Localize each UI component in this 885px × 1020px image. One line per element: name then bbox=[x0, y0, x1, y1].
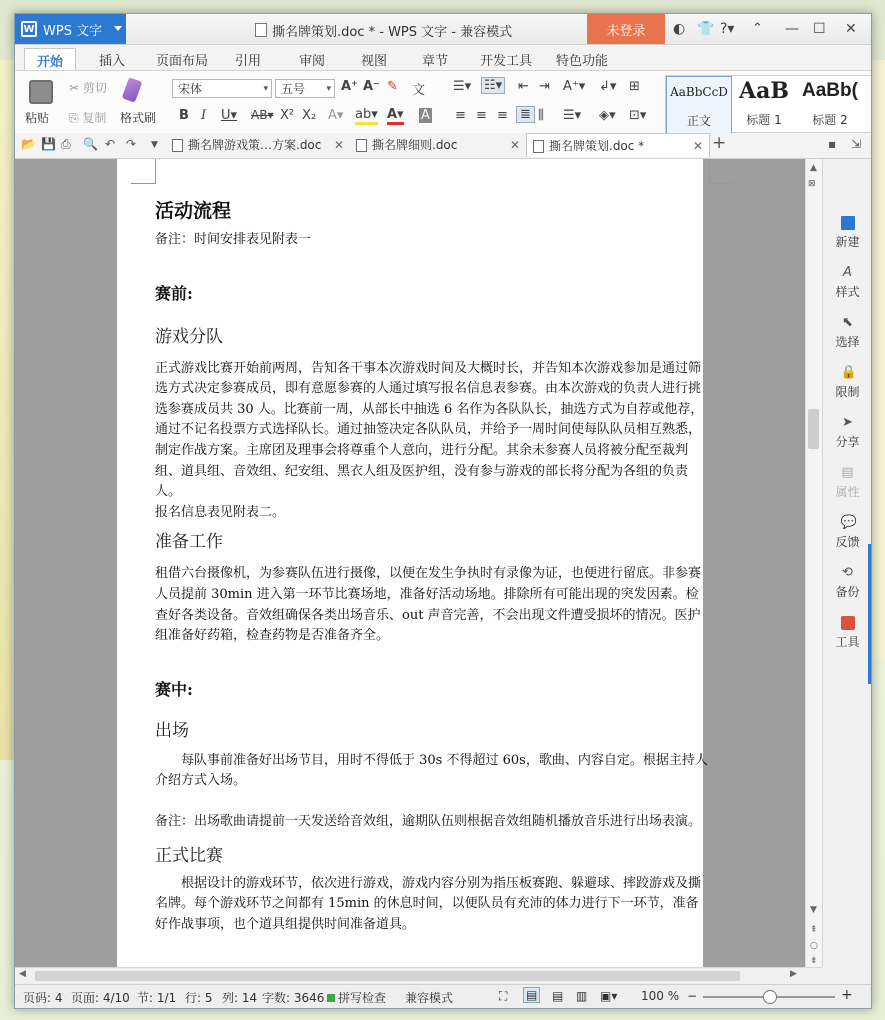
vertical-scroll-thumb[interactable] bbox=[808, 409, 819, 449]
tab-developer[interactable]: 开发工具 bbox=[480, 54, 533, 69]
close-tab-icon[interactable]: ✕ bbox=[509, 138, 520, 152]
align-left-icon[interactable]: ≡ bbox=[455, 108, 466, 123]
superscript-icon[interactable]: X² bbox=[280, 108, 295, 123]
side-backup-button[interactable]: ⟲ 备份 bbox=[835, 565, 860, 599]
underline-icon[interactable]: U▾ bbox=[221, 108, 238, 123]
decrease-indent-icon[interactable]: ⇤ bbox=[518, 79, 529, 94]
tab-features[interactable]: 特色功能 bbox=[556, 54, 609, 69]
italic-icon[interactable]: I bbox=[201, 108, 207, 123]
paragraph-signup-note: 报名信息表见附表二。 bbox=[155, 504, 286, 520]
phonetic-icon[interactable]: 文 bbox=[412, 83, 426, 98]
doc-tab-2[interactable]: 撕名牌细则.doc ✕ bbox=[350, 133, 526, 157]
side-new-button[interactable]: 新建 bbox=[823, 216, 872, 250]
next-page-icon[interactable]: ⇟ bbox=[810, 956, 818, 966]
document-tab-bar bbox=[15, 133, 871, 159]
view-outline-icon[interactable]: ▤ bbox=[552, 989, 564, 1003]
maximize-icon[interactable]: ☐ bbox=[813, 21, 826, 37]
cut-button[interactable]: ✂ 剪切 bbox=[69, 81, 107, 95]
status-column: 列: 14 bbox=[222, 991, 258, 1005]
page-corner-mark bbox=[131, 159, 156, 184]
close-tab-icon[interactable]: ✕ bbox=[692, 139, 703, 153]
window-title: 撕名牌策划.doc * - WPS 文字 - 兼容模式 bbox=[255, 21, 512, 40]
print-icon[interactable]: ⎙ bbox=[61, 137, 71, 151]
justify-icon[interactable]: ≣ bbox=[516, 106, 535, 123]
heading-activity-flow: 活动流程 bbox=[155, 200, 232, 222]
side-properties-button[interactable]: ▤ 属性 bbox=[835, 465, 860, 499]
tab-chapter[interactable]: 章节 bbox=[422, 54, 449, 69]
side-tools-button[interactable]: 工具 bbox=[823, 616, 872, 650]
note-entrance-music: 备注：出场歌曲请提前一天发送给音效组，逾期队伍则根据音效组随机播放音乐进行出场表演。 bbox=[155, 813, 702, 829]
spell-check-status-icon bbox=[327, 994, 335, 1002]
paste-button[interactable]: 粘贴 bbox=[25, 111, 50, 125]
subscript-icon[interactable]: X₂ bbox=[302, 108, 317, 123]
document-body bbox=[155, 197, 711, 935]
zoom-out-icon[interactable]: − bbox=[687, 989, 698, 1003]
scroll-left-icon[interactable]: ◀ bbox=[19, 969, 26, 979]
paragraph-team-division: 正式游戏比赛开始前两周，告知各干事本次游戏时间及大概时长，并告知本次游戏参加是通过筛选方式决定参赛成员，即有意愿参赛的人通过填写报名信息表参赛。由本次游戏的负责人进行挑选参赛成员共 30 人。比赛前一周，从部长中抽选 6 名作为各队队长，抽选方式为自荐或他荐，通过不记名投票方式选择队长。通过抽签决定各队队员，并给予一周时间使每队队员相互熟悉，制定作战方案。主席团及理事会将尊重个人意向，进行分配。其余未参赛人员将被分配至裁判组、道具组、音效组、纪安组、黑衣人组及医护组，没有参与游戏的部长将分配为各组的负责人。 bbox=[155, 360, 704, 500]
zoom-level[interactable]: 100 % bbox=[641, 989, 680, 1003]
ribbon-tabs bbox=[15, 45, 871, 70]
tab-insert[interactable]: 插入 bbox=[99, 54, 126, 69]
align-right-icon[interactable]: ≡ bbox=[497, 108, 508, 123]
table-icon[interactable]: ⊞ bbox=[629, 79, 640, 94]
tab-references[interactable]: 引用 bbox=[235, 54, 262, 69]
view-page-icon[interactable]: ▤ bbox=[523, 987, 540, 1003]
view-fullscreen-icon[interactable]: ⛶ bbox=[499, 989, 508, 1003]
close-icon[interactable]: ✕ bbox=[845, 21, 857, 37]
title-bar bbox=[15, 14, 871, 45]
new-tab-icon[interactable]: + bbox=[712, 133, 727, 153]
sidebar-collapse-handle[interactable] bbox=[868, 544, 872, 684]
app-name: WPS 文字 bbox=[43, 23, 103, 39]
bullet-list-icon[interactable]: ☰▾ bbox=[453, 79, 472, 94]
horizontal-scroll-thumb[interactable] bbox=[35, 971, 740, 981]
paragraph-preparation: 租借六台摄像机，为参赛队伍进行摄像，以便在发生争执时有录像为证，也便进行留底。非参赛人员提前 30min 进入第一环节比赛场地，准备好活动场地。排除所有可能出现的突发因素。检查好各类设备。音效组确保各类出场音乐、out 声音完善，不会出现文件遭受损坏的情况。医护组准备好药箱，检查药物是否准备齐全。 bbox=[155, 566, 702, 644]
style-heading-2[interactable]: AaBb( 标题 2 bbox=[802, 80, 858, 127]
toolbox-icon bbox=[841, 616, 855, 630]
styles-gallery bbox=[665, 75, 872, 133]
numbered-list-icon[interactable]: ☷▾ bbox=[481, 77, 505, 94]
select-cursor-icon: ⬉ bbox=[842, 315, 853, 330]
shading-icon[interactable]: ◈▾ bbox=[599, 108, 616, 123]
note-schedule: 备注：时间安排表见附表一 bbox=[155, 232, 312, 247]
zoom-in-icon[interactable]: + bbox=[841, 987, 853, 1003]
subheading-entrance: 出场 bbox=[155, 720, 189, 741]
side-restrict-button[interactable]: 🔒 限制 bbox=[835, 365, 860, 399]
distributed-icon[interactable]: ⫼ bbox=[538, 108, 544, 123]
scroll-right-icon[interactable]: ▶ bbox=[790, 969, 797, 979]
status-compat-mode: 兼容模式 bbox=[405, 991, 454, 1005]
style-heading-1[interactable]: AaB 标题 1 bbox=[739, 78, 789, 127]
restrict-icon: 🔒 bbox=[840, 365, 857, 380]
tab-page-layout[interactable]: 页面布局 bbox=[156, 54, 209, 69]
highlight-icon[interactable]: ab▾ bbox=[355, 108, 378, 125]
doc-tab-3[interactable]: 撕名牌策划.doc * ✕ bbox=[526, 133, 710, 157]
paste-icon[interactable] bbox=[29, 80, 53, 104]
new-document-icon bbox=[841, 216, 855, 230]
clear-format-icon[interactable]: ✎ bbox=[387, 79, 398, 94]
wps-writer-window bbox=[14, 13, 872, 1009]
doc-tab-1[interactable]: 撕名牌游戏策…方案.doc ✕ bbox=[166, 133, 350, 157]
section-before: 赛前: bbox=[155, 283, 193, 303]
strikethrough-icon[interactable]: AB▾ bbox=[251, 108, 274, 122]
paragraph-mark-icon[interactable]: ↲▾ bbox=[599, 79, 617, 94]
side-style-button[interactable]: A 样式 bbox=[835, 265, 860, 299]
tab-review[interactable]: 审阅 bbox=[299, 54, 326, 69]
open-icon[interactable]: 📂 bbox=[21, 137, 36, 151]
font-name-select[interactable]: 宋体 ▾ bbox=[172, 79, 272, 98]
tab-home[interactable]: 开始 bbox=[24, 48, 76, 73]
side-share-button[interactable]: ➤ 分享 bbox=[835, 415, 860, 449]
zoom-slider-handle[interactable] bbox=[763, 990, 777, 1004]
ribbon-home bbox=[15, 70, 871, 134]
horizontal-scrollbar[interactable] bbox=[15, 967, 822, 984]
tab-pin-icon[interactable]: ⇲ bbox=[851, 137, 862, 151]
style-icon: A bbox=[843, 265, 852, 280]
app-menu-dropdown-icon bbox=[114, 26, 122, 31]
quick-access-dropdown-icon[interactable]: ▼ bbox=[151, 140, 158, 150]
subheading-preparation: 准备工作 bbox=[155, 532, 223, 553]
tab-view[interactable]: 视图 bbox=[361, 54, 388, 69]
shrink-font-icon[interactable]: A⁻ bbox=[363, 79, 380, 94]
grow-font-icon[interactable]: A⁺ bbox=[341, 79, 358, 94]
borders-icon[interactable]: ⊡▾ bbox=[629, 108, 647, 123]
view-reading-icon[interactable]: ▣▾ bbox=[600, 989, 618, 1003]
copy-button[interactable]: ⎘ 复制 bbox=[69, 111, 107, 125]
document-icon bbox=[533, 140, 544, 153]
properties-icon: ▤ bbox=[841, 465, 854, 480]
document-icon bbox=[255, 23, 267, 37]
minimize-icon[interactable]: — bbox=[785, 21, 799, 37]
redo-icon[interactable]: ↷ bbox=[126, 137, 137, 151]
font-color-icon[interactable]: A▾ bbox=[387, 108, 404, 125]
view-web-icon[interactable]: ▥ bbox=[576, 989, 588, 1003]
subheading-team-division: 游戏分队 bbox=[155, 326, 223, 347]
format-painter-icon[interactable] bbox=[122, 77, 143, 102]
share-icon: ➤ bbox=[842, 415, 853, 430]
help-icon[interactable]: ?▾ bbox=[720, 21, 735, 37]
skin-icon[interactable]: ◐ bbox=[673, 21, 686, 37]
side-select-button[interactable]: ⬉ 选择 bbox=[835, 315, 860, 349]
tab-list-icon[interactable]: ▪ bbox=[828, 137, 837, 151]
subheading-official-match: 正式比赛 bbox=[155, 845, 223, 866]
select-browse-object-icon[interactable]: ○ bbox=[810, 941, 818, 951]
align-center-icon[interactable]: ≡ bbox=[476, 108, 487, 123]
vertical-scrollbar[interactable] bbox=[805, 159, 823, 967]
wps-logo-icon: W bbox=[21, 21, 37, 37]
status-page-number: 页码: 4 bbox=[23, 991, 63, 1005]
paragraph-official-match: 根据设计的游戏环节，依次进行游戏，游戏内容分别为指压板赛跑、躲避球、摔跤游戏及撕名牌。每个游戏环节之间都有 15min 的休息时间，以便队员有充沛的体力进行下一环节，准备好作战事项，也个道具组提供时间准备道具。 bbox=[155, 875, 702, 932]
save-icon[interactable]: 💾 bbox=[41, 137, 56, 151]
document-page[interactable] bbox=[117, 159, 708, 967]
app-menu-button[interactable] bbox=[15, 14, 126, 44]
feedback-icon: 💬 bbox=[840, 515, 857, 530]
print-preview-icon[interactable]: 🔍 bbox=[83, 137, 98, 151]
prev-page-icon[interactable]: ⇞ bbox=[810, 925, 818, 935]
shirt-icon[interactable]: 👕 bbox=[697, 21, 715, 37]
status-word-count[interactable]: 字数: 3646 bbox=[262, 991, 325, 1005]
document-icon bbox=[356, 139, 367, 152]
scroll-down-icon[interactable]: ▼ bbox=[810, 905, 817, 915]
change-case-icon[interactable]: A⁺▾ bbox=[563, 79, 586, 94]
paragraph-entrance: 每队事前准备好出场节目，用时不得低于 30s 不得超过 60s，歌曲、内容自定。根据主持人介绍方式入场。 bbox=[155, 752, 708, 789]
page-corner-mark bbox=[709, 159, 734, 184]
status-line: 行: 5 bbox=[185, 991, 213, 1005]
increase-indent-icon[interactable]: ⇥ bbox=[539, 79, 550, 94]
login-button[interactable]: 未登录 bbox=[587, 14, 665, 44]
ruler-toggle-icon[interactable]: ⊠ bbox=[808, 179, 816, 189]
section-during: 赛中: bbox=[155, 679, 193, 699]
task-pane-sidebar bbox=[822, 159, 872, 967]
undo-icon[interactable]: ↶ bbox=[105, 137, 116, 151]
line-spacing-icon[interactable]: ☰▾ bbox=[563, 108, 582, 123]
spell-check-toggle[interactable]: 拼写检查 bbox=[327, 989, 386, 1006]
backup-icon: ⟲ bbox=[842, 565, 853, 580]
status-section: 节: 1/1 bbox=[137, 991, 177, 1005]
close-tab-icon[interactable]: ✕ bbox=[333, 138, 344, 152]
side-feedback-button[interactable]: 💬 反馈 bbox=[835, 515, 860, 549]
format-painter-button[interactable]: 格式刷 bbox=[120, 111, 157, 125]
collapse-ribbon-icon[interactable]: ⌃ bbox=[752, 21, 763, 36]
font-size-select[interactable]: 五号 ▾ bbox=[275, 79, 335, 98]
text-effect-icon[interactable]: A▾ bbox=[328, 108, 344, 123]
document-canvas[interactable] bbox=[15, 159, 805, 967]
document-icon bbox=[172, 139, 183, 152]
status-bar bbox=[15, 984, 871, 1009]
scroll-up-icon[interactable]: ▲ bbox=[810, 163, 817, 173]
bold-icon[interactable]: B bbox=[179, 108, 189, 123]
style-normal[interactable]: AaBbCcD 正文 bbox=[666, 76, 732, 134]
char-shading-icon[interactable]: A bbox=[421, 108, 430, 123]
status-pages: 页面: 4/10 bbox=[71, 991, 130, 1005]
